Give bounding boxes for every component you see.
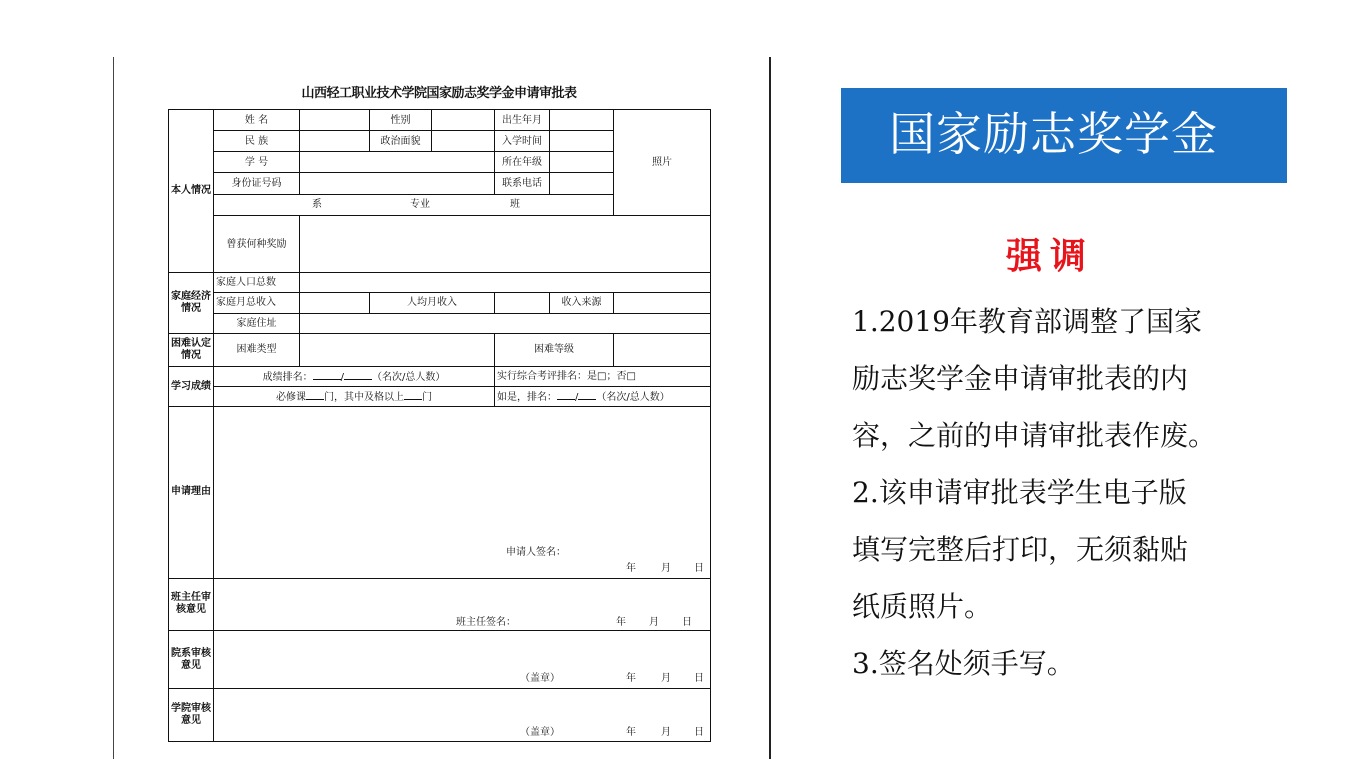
label-month: 月 (649, 616, 659, 628)
label-year: 年 (626, 673, 636, 685)
label-monthly-income: 家庭月总收入 (214, 293, 300, 313)
eval-rank-row[interactable]: 如是，排名： / （名次/总人数） (495, 387, 711, 407)
emphasis-heading: 强调 (1006, 235, 1095, 277)
note-line: 填写完整后打印，无须黏贴 (852, 533, 1189, 566)
note-line: 1.2019年教育部调整了国家 (852, 305, 1202, 338)
label-year: 年 (626, 563, 636, 575)
input-college-opinion[interactable] (214, 689, 711, 742)
required-courses-row[interactable] (214, 387, 495, 407)
input-enroll[interactable] (550, 131, 614, 152)
input-income-source[interactable] (614, 293, 711, 313)
input-department-opinion[interactable] (214, 631, 711, 689)
section-hardship: 困难认定情况 (169, 333, 214, 366)
left-divider-line (113, 57, 114, 759)
input-hardship-type[interactable] (300, 333, 495, 366)
input-head-teacher-opinion[interactable] (214, 578, 711, 630)
label-eval-question[interactable]: 实行综合考评排名：是□；否□ (495, 366, 711, 386)
dept-major-class-row[interactable] (214, 194, 614, 215)
label-enroll: 入学时间 (495, 131, 550, 152)
label-dept: 系 (312, 198, 322, 210)
label-month: 月 (661, 563, 671, 575)
label-dept-seal: （盖章） (520, 673, 560, 685)
label-year: 年 (626, 727, 636, 739)
label-courses-unit: 门 (422, 392, 432, 404)
label-college-seal: （盖章） (520, 727, 560, 739)
label-month: 月 (661, 673, 671, 685)
input-ethnicity[interactable] (300, 131, 370, 152)
label-head-teacher-sign: 班主任签名： (456, 616, 516, 628)
input-name[interactable] (300, 110, 370, 131)
banner-title: 国家励志奖学金 (889, 107, 1218, 161)
photo-cell: 照片 (614, 110, 711, 216)
input-id-card[interactable] (300, 173, 495, 194)
input-birth[interactable] (550, 110, 614, 131)
title-banner (841, 88, 1287, 183)
label-political: 政治面貌 (370, 131, 432, 152)
label-per-capita: 人均月收入 (370, 293, 495, 313)
label-day: 日 (694, 563, 704, 575)
label-month: 月 (661, 727, 671, 739)
input-monthly-income[interactable] (300, 293, 370, 313)
label-contact: 联系电话 (495, 173, 550, 194)
label-passed: 门，其中及格以上 (324, 392, 404, 404)
input-grade[interactable] (550, 152, 614, 173)
label-day: 日 (694, 673, 704, 685)
right-divider-line (769, 57, 771, 759)
label-rank-unit: （名次/总人数） (372, 372, 446, 384)
section-college: 学院审核意见 (169, 689, 214, 742)
label-class: 班 (510, 198, 520, 210)
section-department: 院系审核意见 (169, 631, 214, 689)
label-hardship-type: 困难类型 (214, 333, 300, 366)
input-political[interactable] (432, 131, 495, 152)
section-study: 学习成绩 (169, 366, 214, 406)
rank-row[interactable]: 成绩排名： / （名次/总人数） (214, 366, 495, 386)
label-rank: 成绩排名： (262, 372, 313, 384)
input-reason[interactable] (214, 407, 711, 578)
label-family-size: 家庭人口总数 (214, 273, 300, 293)
note-line: 3.签名处须手写。 (852, 647, 1075, 680)
note-line: 励志奖学金申请审批表的内 (852, 362, 1189, 395)
label-address: 家庭住址 (214, 313, 300, 333)
input-per-capita[interactable] (495, 293, 550, 313)
note-line: 纸质照片。 (852, 590, 993, 623)
input-family-size[interactable] (300, 273, 711, 293)
label-day: 日 (694, 727, 704, 739)
label-if-yes-unit: （名次/总人数） (596, 392, 670, 404)
label-required: 必修课 (276, 392, 306, 404)
note-line: 2.该申请审批表学生电子版 (852, 476, 1187, 509)
label-birth: 出生年月 (495, 110, 550, 131)
label-grade: 所在年级 (495, 152, 550, 173)
label-gender: 性别 (370, 110, 432, 131)
label-id-card: 身份证号码 (214, 173, 300, 194)
application-form-table (168, 109, 711, 742)
label-income-source: 收入来源 (550, 293, 614, 313)
label-applicant-sign: 申请人签名： (506, 547, 566, 559)
section-reason: 申请理由 (169, 407, 214, 578)
section-personal: 本人情况 (169, 110, 214, 273)
label-student-id: 学 号 (214, 152, 300, 173)
label-year: 年 (616, 616, 626, 628)
label-major: 专业 (410, 198, 430, 210)
label-awards: 曾获何种奖励 (214, 215, 300, 272)
input-awards[interactable] (300, 215, 711, 272)
input-hardship-level[interactable] (614, 333, 711, 366)
section-head-teacher: 班主任审核意见 (169, 578, 214, 630)
label-hardship-level: 困难等级 (495, 333, 614, 366)
label-if-yes: 如是，排名： (497, 392, 557, 404)
input-address[interactable] (300, 313, 711, 333)
label-day: 日 (682, 616, 692, 628)
input-gender[interactable] (432, 110, 495, 131)
form-title: 山西轻工职业技术学院国家励志奖学金申请审批表 (301, 86, 577, 101)
label-name: 姓 名 (214, 110, 300, 131)
label-ethnicity: 民 族 (214, 131, 300, 152)
input-contact[interactable] (550, 173, 614, 194)
note-line: 容，之前的申请审批表作废。 (852, 419, 1217, 452)
section-family: 家庭经济情况 (169, 273, 214, 333)
input-student-id[interactable] (300, 152, 495, 173)
